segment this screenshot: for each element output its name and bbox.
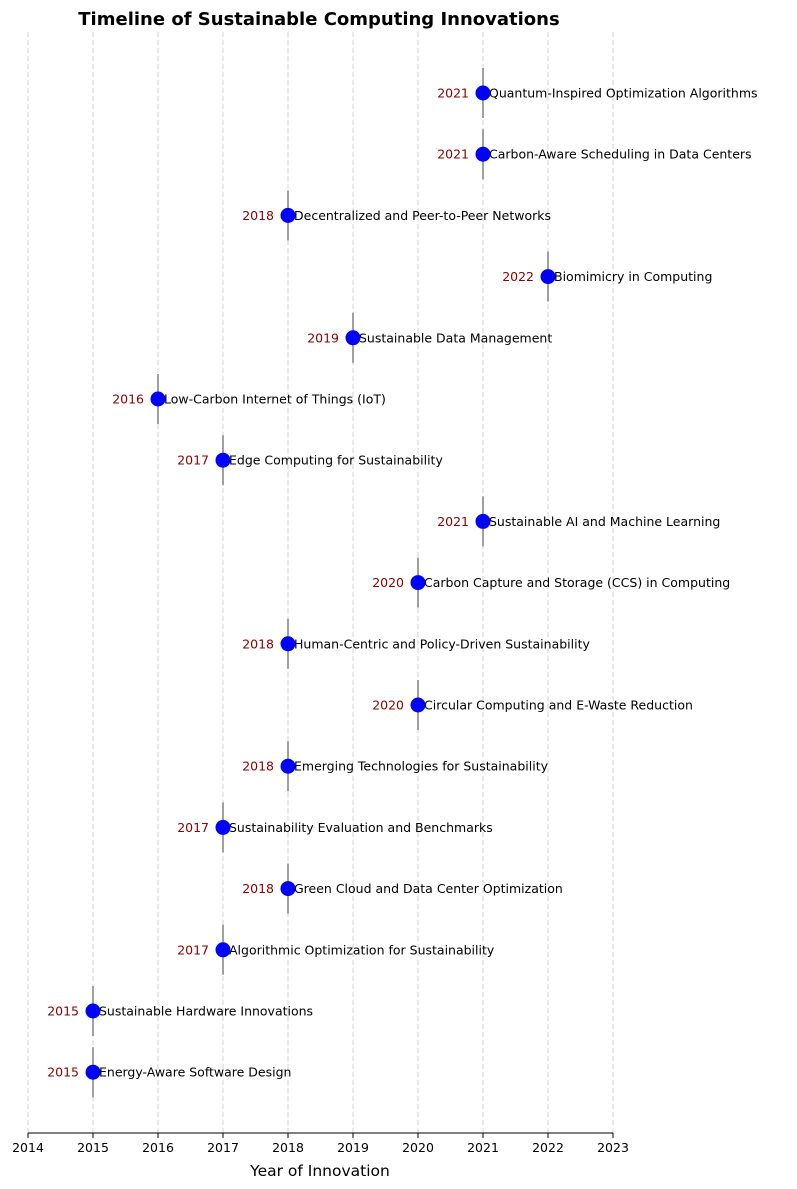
tick-label-2020: 2020 (402, 1140, 434, 1155)
x-axis-ticks (12, 1133, 629, 1155)
chart-title: Timeline of Sustainable Computing Innovations (78, 9, 560, 30)
event-year-label: 2019 (307, 330, 339, 346)
event-year-label: 2017 (177, 942, 209, 958)
event-label: Sustainable Data Management (359, 330, 553, 346)
event-label: Carbon-Aware Scheduling in Data Centers (489, 146, 752, 162)
event-label: Algorithmic Optimization for Sustainability (229, 942, 495, 958)
tick-label-2014: 2014 (12, 1140, 44, 1155)
event-year-label: 2018 (242, 207, 274, 223)
tick-label-2023: 2023 (597, 1140, 629, 1155)
event-year-label: 2018 (242, 636, 274, 652)
event-year-label: 2015 (47, 1064, 79, 1080)
event-label: Energy-Aware Software Design (99, 1064, 292, 1080)
event-label: Carbon Capture and Storage (CCS) in Computing (424, 575, 731, 591)
event-label: Quantum-Inspired Optimization Algorithms (489, 85, 758, 101)
event-year-label: 2020 (372, 697, 404, 713)
event-labels (47, 86, 757, 1080)
event-label: Low-Carbon Internet of Things (IoT) (164, 391, 386, 407)
event-year-label: 2020 (372, 575, 404, 591)
event-label: Edge Computing for Sustainability (229, 452, 443, 468)
event-year-label: 2017 (177, 819, 209, 835)
tick-label-2018: 2018 (272, 1140, 304, 1155)
event-label: Sustainable AI and Machine Learning (489, 513, 721, 529)
event-label: Biomimicry in Computing (554, 269, 713, 285)
event-label: Sustainable Hardware Innovations (99, 1003, 314, 1019)
event-label: Green Cloud and Data Center Optimization (294, 881, 563, 897)
tick-label-2015: 2015 (77, 1140, 109, 1155)
event-year-label: 2021 (437, 146, 469, 162)
event-year-label: 2021 (437, 513, 469, 529)
event-year-label: 2022 (502, 269, 534, 285)
event-label: Circular Computing and E-Waste Reduction (424, 697, 693, 713)
event-label: Sustainability Evaluation and Benchmarks (229, 819, 493, 835)
event-year-label: 2018 (242, 758, 274, 774)
tick-label-2022: 2022 (532, 1140, 564, 1155)
event-year-label: 2016 (112, 391, 144, 407)
tick-label-2021: 2021 (467, 1140, 499, 1155)
event-label: Decentralized and Peer-to-Peer Networks (294, 207, 552, 223)
event-label: Emerging Technologies for Sustainability (294, 758, 548, 774)
tick-label-2016: 2016 (142, 1140, 174, 1155)
event-year-label: 2018 (242, 881, 274, 897)
x-axis-label: Year of Innovation (250, 1162, 390, 1180)
event-label: Human-Centric and Policy-Driven Sustainability (294, 636, 590, 652)
event-year-label: 2021 (437, 85, 469, 101)
event-year-label: 2017 (177, 452, 209, 468)
tick-label-2019: 2019 (337, 1140, 369, 1155)
event-year-label: 2015 (47, 1003, 79, 1019)
tick-label-2017: 2017 (207, 1140, 239, 1155)
